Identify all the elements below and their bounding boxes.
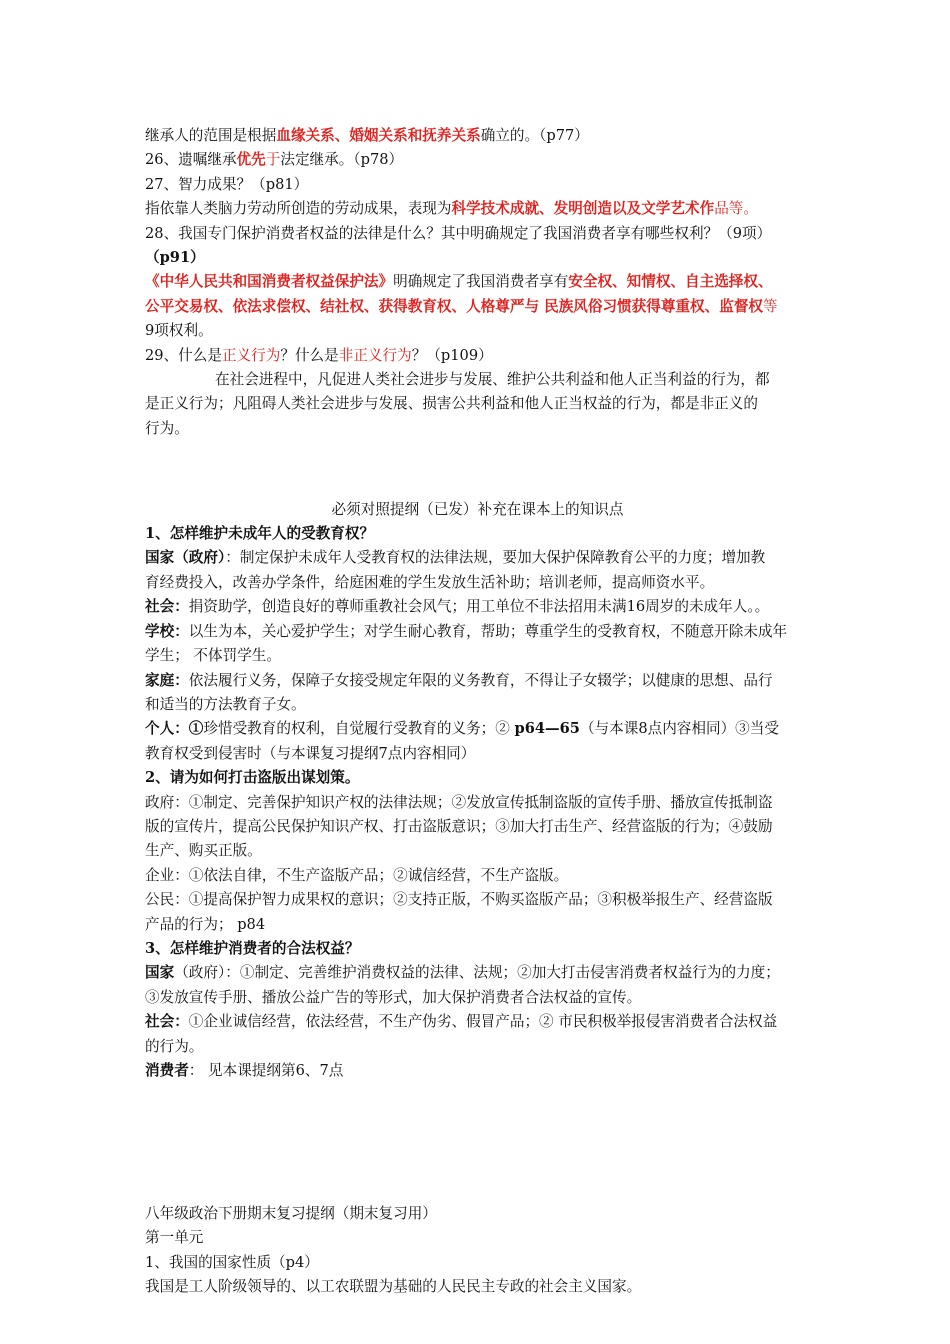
text-segment: 正义行为 xyxy=(221,346,281,364)
text-segment: 1、我国的国家性质（p4） xyxy=(145,1253,319,1271)
text-segment: 珍惜受教育的权利，自觉履行受教育的义务；② xyxy=(203,720,515,738)
text-line xyxy=(145,595,810,619)
text-segment: 2、请为如何打击盗版出谋划策。 xyxy=(145,769,360,787)
text-segment: 28、我国专门保护消费者权益的法律是什么？其中明确规定了我国消费者享有哪些权利？（9项） xyxy=(145,224,772,242)
text-line xyxy=(145,815,810,839)
text-segment: 学生； 不体罚学生。 xyxy=(145,647,281,665)
text-segment: 企业：①依法自律，不生产盗版产品；②诚信经营，不生产盗版。 xyxy=(145,866,569,884)
text-segment: 我国是工人阶级领导的、以工农联盟为基础的人民民主专政的社会主义国家。 xyxy=(145,1278,642,1296)
text-line xyxy=(145,197,810,221)
text-segment: 9项权利。 xyxy=(145,322,213,340)
text-segment: 必须对照提纲（已发）补充在课本上的知识点 xyxy=(331,500,624,518)
text-line xyxy=(145,1226,810,1250)
text-segment: 1、怎样维护未成年人的受教育权？ xyxy=(145,525,375,543)
text-segment: 社会： xyxy=(145,598,189,616)
text-segment: （政府）：①制定、完善维护消费权益的法律、法规；②加大打击侵害消费者权益行为的力度； xyxy=(174,964,780,982)
text-segment: 捐资助学，创造良好的尊师重教社会风气；用工单位不非法招用未满16周岁的未成年人。。 xyxy=(188,598,770,616)
text-line xyxy=(145,417,810,441)
text-segment: 3、怎样维护消费者的合法权益？ xyxy=(145,939,360,957)
text-line xyxy=(145,1275,810,1299)
text-segment: 以生为本，关心爱护学生；对学生耐心教育，帮助；尊重学生的受教育权，不随意开除未成年 xyxy=(188,622,788,640)
text-line xyxy=(145,498,810,522)
text-segment: 产品的行为； p84 xyxy=(145,915,266,933)
text-line xyxy=(145,1035,810,1059)
text-segment: 品等。 xyxy=(714,200,758,218)
text-segment: （与本课8点内容相同）③当受 xyxy=(579,720,779,738)
text-segment: 非正义行为 xyxy=(338,346,412,364)
blank-line xyxy=(145,1161,810,1185)
text-segment: 优先 xyxy=(236,151,266,169)
text-segment: 个人：① xyxy=(145,720,204,738)
text-line xyxy=(145,1202,810,1226)
text-segment: 消费者 xyxy=(145,1062,189,1080)
text-line xyxy=(145,913,810,937)
text-line xyxy=(145,368,810,392)
text-segment: ①企业诚信经营，依法经营，不生产伪劣、假冒产品；② 市民积极举报侵害消费者合法权益 xyxy=(188,1013,778,1031)
text-line xyxy=(145,937,810,961)
text-segment: 等 xyxy=(763,297,778,315)
text-line xyxy=(145,319,810,343)
text-line xyxy=(145,148,810,172)
text-line xyxy=(145,270,810,294)
text-segment: 于 xyxy=(265,151,281,169)
text-line xyxy=(145,864,810,888)
text-segment: 法定继承。（p78） xyxy=(280,151,404,169)
text-segment: 明确规定了我国消费者享有 xyxy=(393,273,569,291)
text-line xyxy=(145,839,810,863)
text-segment: p64—65 xyxy=(514,720,580,738)
text-segment: ③发放宣传手册、播放公益广告的等形式，加大保护消费者合法权益的宣传。 xyxy=(145,988,642,1006)
text-segment: 生产、购买正版。 xyxy=(145,842,262,860)
blank-line xyxy=(145,457,810,481)
text-line xyxy=(145,791,810,815)
text-segment: 安全权、知情权、自主选择权、 xyxy=(568,273,773,291)
text-segment: 家庭： xyxy=(145,671,189,689)
text-line xyxy=(145,888,810,912)
text-segment: 和适当的方法教育子女。 xyxy=(145,695,306,713)
text-segment: 科学技术成就、发明创造以及文学艺术作 xyxy=(451,200,715,218)
text-segment: 26、遗嘱继承 xyxy=(145,151,237,169)
text-segment: 的行为。 xyxy=(145,1037,204,1055)
text-line xyxy=(145,344,810,368)
blank-line xyxy=(145,1099,810,1145)
text-line xyxy=(145,1010,810,1034)
text-segment: 国家（政府） xyxy=(145,549,226,567)
text-segment: 继承人的范围是根据 xyxy=(145,127,277,144)
text-line xyxy=(145,546,810,570)
text-segment: 29、什么是 xyxy=(145,346,222,364)
text-segment: 在社会进程中，凡促进人类社会进步与发展、维护公共利益和他人正当利益的行为，都 xyxy=(215,371,770,389)
text-line xyxy=(145,644,810,668)
text-segment: 《中华人民共和国消费者权益保护法》 xyxy=(145,273,394,291)
text-segment: 行为。 xyxy=(145,419,189,437)
text-line xyxy=(145,522,810,546)
text-line xyxy=(145,571,810,595)
text-line xyxy=(145,669,810,693)
text-segment: 学校： xyxy=(145,622,189,640)
text-line xyxy=(145,1059,810,1083)
text-segment: 政府：①制定、完善保护知识产权的法律法规；②发放宣传抵制盗版的宣传手册、播放宣传抵制盗 xyxy=(145,793,773,811)
text-line xyxy=(145,717,810,741)
text-line xyxy=(145,693,810,717)
document-page xyxy=(145,124,810,1299)
text-line xyxy=(145,124,810,148)
text-line xyxy=(145,986,810,1010)
text-line xyxy=(145,1251,810,1275)
text-segment: 是正义行为；凡阻碍人类社会进步与发展、损害公共利益和他人正当权益的行为，都是非正义的 xyxy=(145,395,758,413)
text-segment: 公平交易权、依法求偿权、结社权、获得教育权、人格尊严与 民族风俗习惯获得尊重权、监督权 xyxy=(145,297,764,315)
text-segment: 国家 xyxy=(145,964,175,982)
text-segment: ：制定保护未成年人受教育权的法律法规，要加大保护保障教育公平的力度；增加教 xyxy=(225,549,766,567)
text-segment: 27、智力成果？（p81） xyxy=(145,175,309,193)
text-segment: ： 见本课提纲第6、7点 xyxy=(188,1062,344,1080)
text-segment: 血缘关系、婚姻关系和抚养关系 xyxy=(276,127,481,144)
text-segment: 依法履行义务，保障子女接受规定年限的义务教育，不得让子女辍学；以健康的思想、品行 xyxy=(188,671,773,689)
text-line xyxy=(145,392,810,416)
text-segment: 育经费投入，改善办学条件，给庭困难的学生发放生活补助；培训老师，提高师资水平。 xyxy=(145,573,715,591)
text-line xyxy=(145,766,810,790)
text-segment: 版的宣传片，提高公民保护知识产权、打击盗版意识；③加大打击生产、经营盗版的行为；④鼓励 xyxy=(145,817,773,835)
text-line xyxy=(145,742,810,766)
text-segment: ？（p109） xyxy=(411,346,493,364)
text-segment: （p91） xyxy=(145,249,205,267)
text-segment: ？什么是 xyxy=(280,346,339,364)
text-line xyxy=(145,961,810,985)
text-segment: 公民：①提高保护智力成果权的意识；②支持正版，不购买盗版产品；③积极举报生产、经营盗版 xyxy=(145,891,773,909)
text-segment: 指依靠人类脑力劳动所创造的劳动成果，表现为 xyxy=(145,200,452,218)
text-line xyxy=(145,173,810,197)
text-line xyxy=(145,222,810,246)
text-line xyxy=(145,620,810,644)
text-line xyxy=(145,295,810,319)
text-segment: 教育权受到侵害时（与本课复习提纲7点内容相同） xyxy=(145,744,476,762)
text-segment: 八年级政治下册期末复习提纲（期末复习用） xyxy=(145,1204,437,1222)
text-segment: 确立的。（p77） xyxy=(480,127,589,144)
text-segment: 社会： xyxy=(145,1013,189,1031)
text-line xyxy=(145,246,810,270)
text-segment: 第一单元 xyxy=(145,1229,204,1247)
